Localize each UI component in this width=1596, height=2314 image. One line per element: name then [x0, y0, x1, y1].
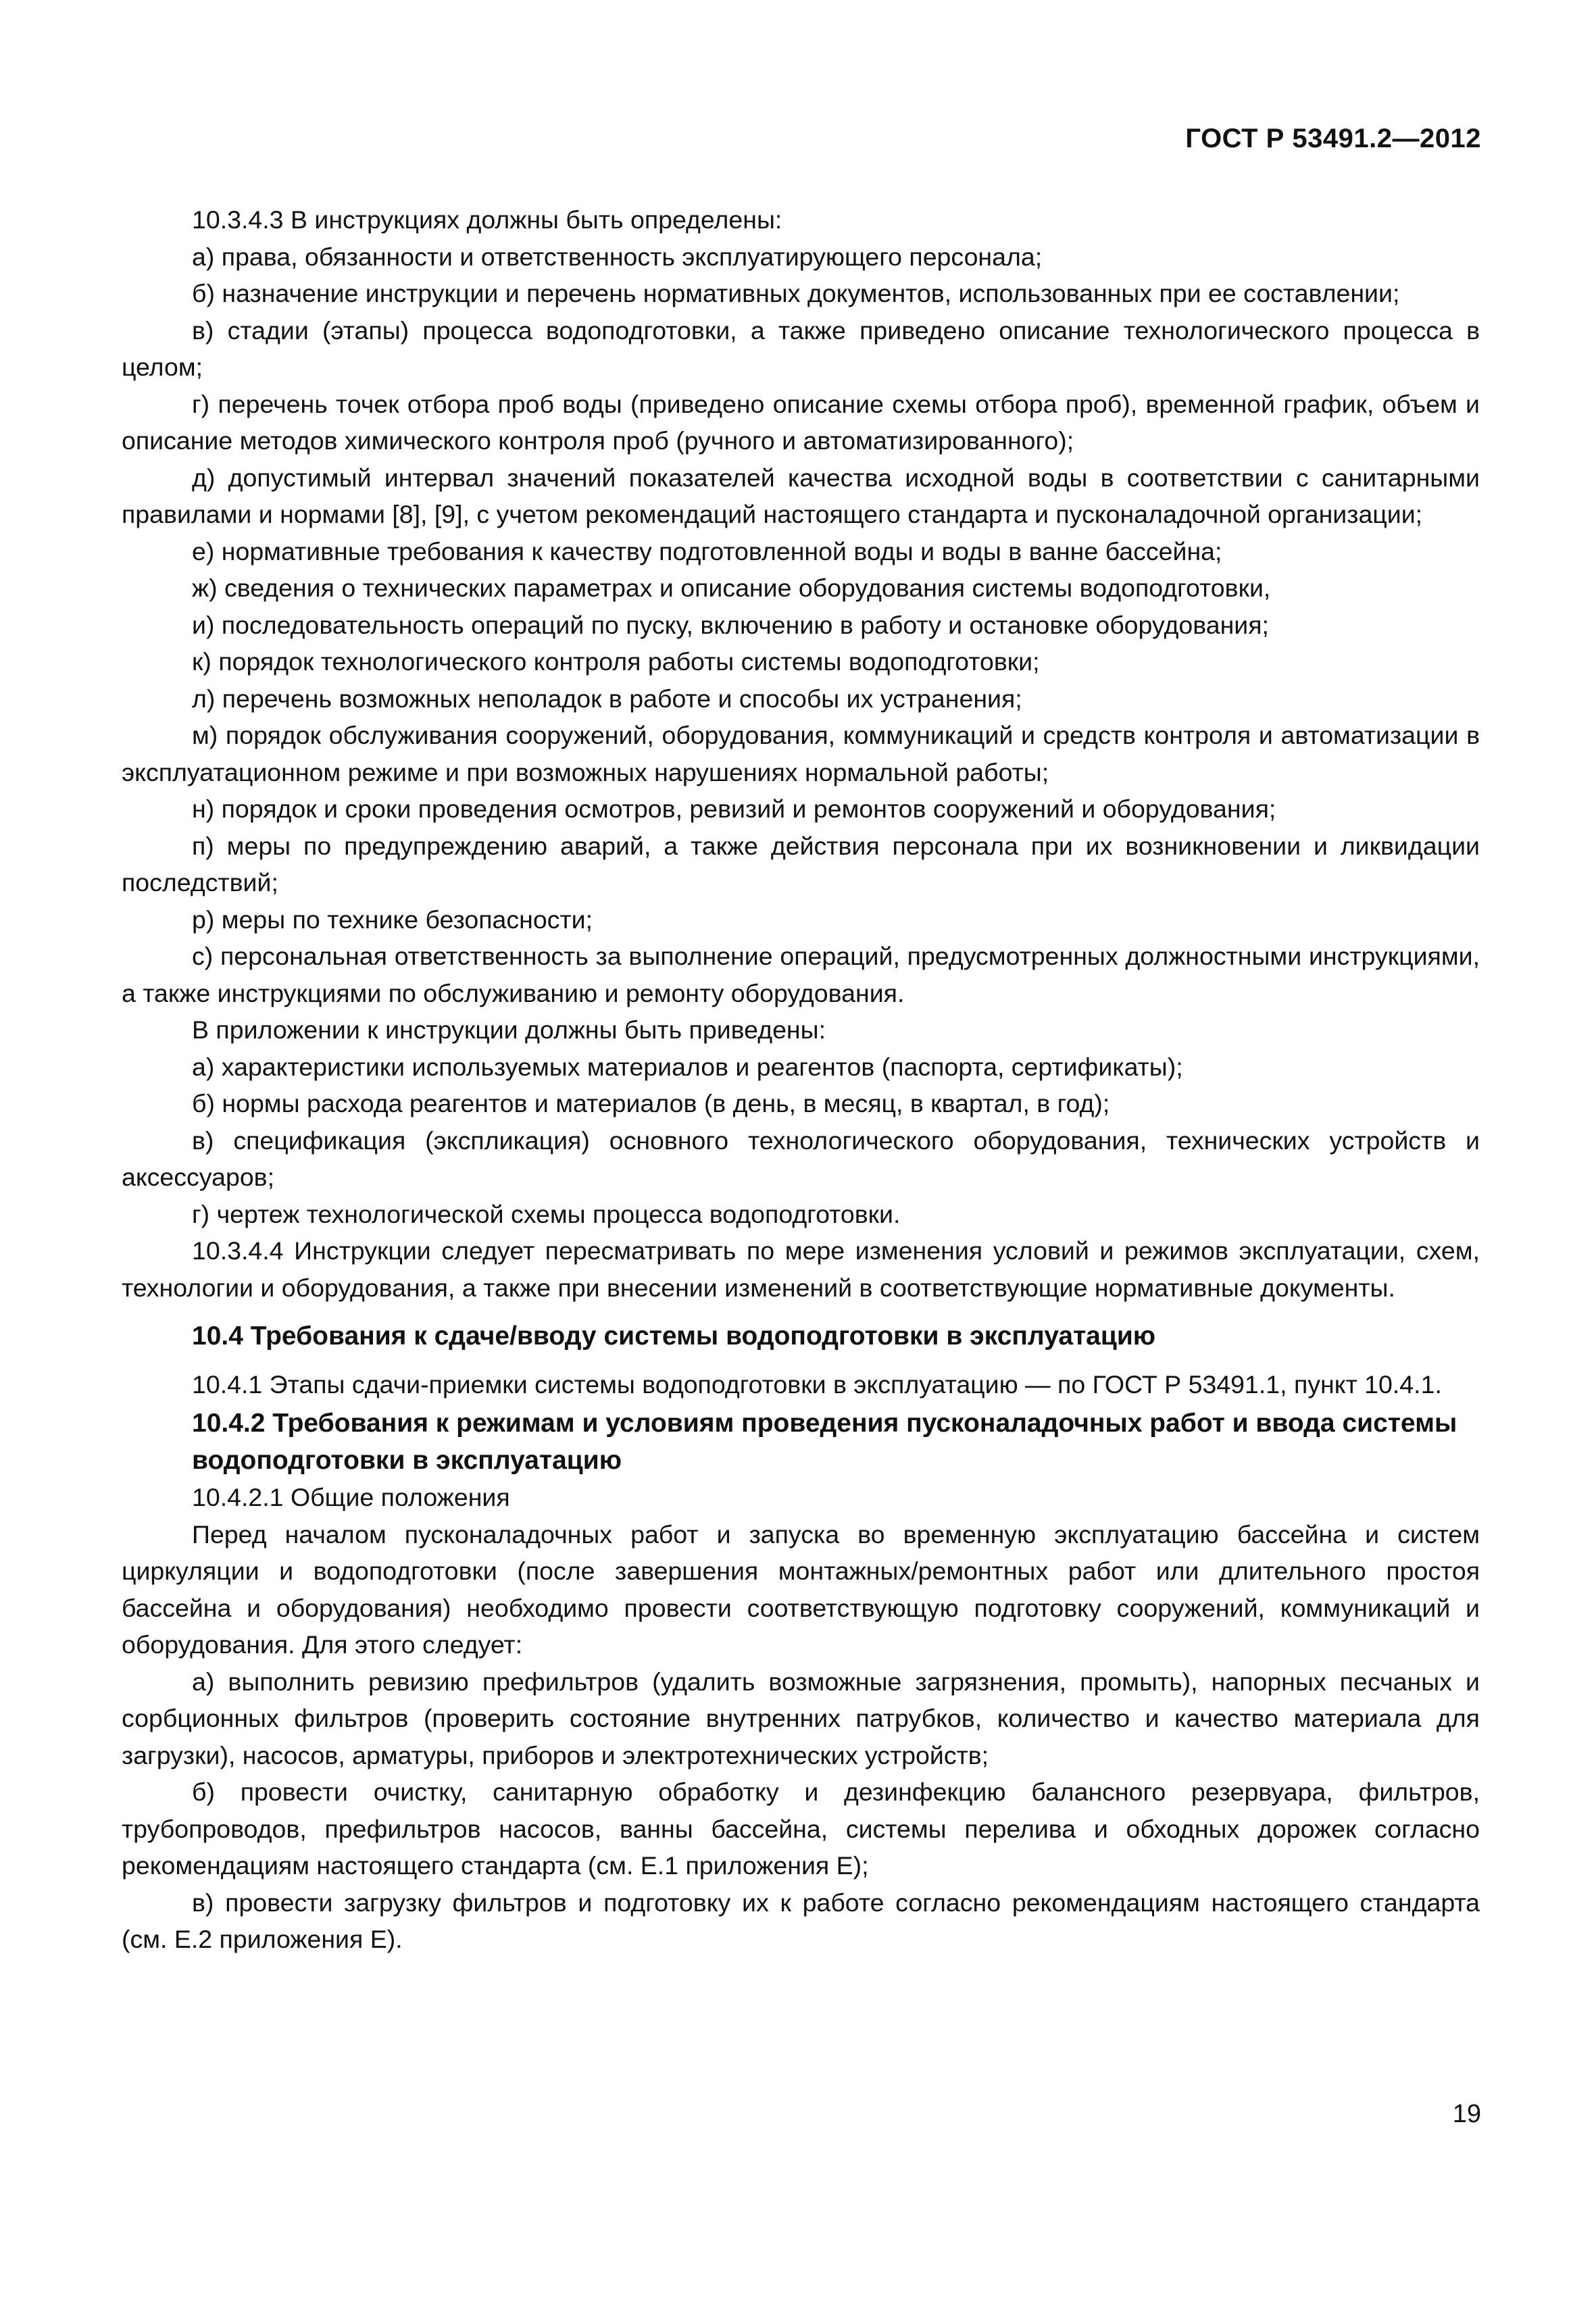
appendix-intro: В приложении к инструкции должны быть приведены: [192, 1015, 826, 1044]
list-item: б) провести очистку, санитарную обработку и дезинфекцию балансного резервуара, фильтров, трубопроводов, префильтров насосов, ванны бассейна, системы перелива и обходных дорожек согласно рекомендациям настоящего стандарта (см. Е.1 приложения Е); [122, 1778, 1480, 1880]
clause-10-3-4-4: 10.3.4.4 Инструкции следует пересматривать по мере изменения условий и режимов эксплуатации, схем, технологии и оборудования, а также при внесении изменений в соответствующие нормативные документы. [122, 1236, 1480, 1302]
list-item: в) спецификация (экспликация) основного технологического оборудования, технических устройств и аксессуаров; [122, 1126, 1480, 1191]
section-heading-10-4-2: 10.4.2 Требования к режимам и условиям проведения пусконаладочных работ и ввода системы водоподготовки в эксплуатацию [192, 1409, 1457, 1475]
document-header-id: ГОСТ Р 53491.2—2012 [1185, 124, 1481, 153]
list-item: в) провести загрузку фильтров и подготовку их к работе согласно рекомендациям настоящего стандарта (см. Е.2 приложения Е). [122, 1888, 1480, 1953]
list-item: п) меры по предупреждению аварий, а также действия персонала при их возникновении и ликвидации последствий; [122, 831, 1480, 897]
list-item: б) назначение инструкции и перечень нормативных документов, использованных при ее составлении; [192, 279, 1400, 307]
list-item: ж) сведения о технических параметрах и описание оборудования системы водоподготовки, [192, 574, 1271, 602]
list-item: г) чертеж технологической схемы процесса водоподготовки. [192, 1199, 901, 1228]
list-item: н) порядок и сроки проведения осмотров, ревизий и ремонтов сооружений и оборудования; [192, 795, 1276, 823]
clause-10-3-4-3: 10.3.4.3 В инструкциях должны быть определены: [192, 205, 782, 234]
list-item: л) перечень возможных неполадок в работе и способы их устранения; [192, 684, 1022, 713]
list-item: в) стадии (этапы) процесса водоподготовки, а также приведено описание технологического процесса в целом; [122, 316, 1480, 381]
clause-10-4-2-1-title: 10.4.2.1 Общие положения [192, 1483, 510, 1511]
list-item: а) права, обязанности и ответственность эксплуатирующего персонала; [192, 242, 1043, 271]
list-item: с) персональная ответственность за выполнение операций, предусмотренных должностными инструкциями, а также инструкциями по обслуживанию и ремонту оборудования. [122, 942, 1480, 1007]
list-item: а) характеристики используемых материалов и реагентов (паспорта, сертификаты); [192, 1052, 1183, 1081]
list-item: м) порядок обслуживания сооружений, оборудования, коммуникаций и средств контроля и автоматизации в эксплуатационном режиме и при возможных нарушениях нормальной работы; [122, 721, 1480, 786]
clause-10-4-1: 10.4.1 Этапы сдачи-приемки системы водоподготовки в эксплуатацию — по ГОСТ Р 53491.1, пункт 10.4.1. [192, 1369, 1442, 1399]
list-item: д) допустимый интервал значений показателей качества исходной воды в соответствии с санитарными правилами и нормами [8], [9], с учетом рекомендаций настоящего стандарта и пусконаладочной организации; [122, 463, 1480, 528]
list-item: и) последовательность операций по пуску, включению в работу и остановке оборудования; [192, 610, 1269, 639]
list-item: а) выполнить ревизию префильтров (удалить возможные загрязнения, промыть), напорных песчаных и сорбционных фильтров (проверить состояние внутренних патрубков, количество и качество материала для загрузки), насосов, арматуры, приборов и электротехнических устройств; [122, 1667, 1480, 1769]
section-heading-10-4: 10.4 Требования к сдаче/вводу системы водоподготовки в эксплуатацию [192, 1322, 1156, 1351]
list-item: к) порядок технологического контроля работы системы водоподготовки; [192, 647, 1040, 676]
list-item: г) перечень точек отбора проб воды (приведено описание схемы отбора проб), временной график, объем и описание методов химического контроля проб (ручного и автоматизированного); [122, 389, 1480, 455]
page-number: 19 [1452, 2100, 1481, 2128]
paragraph: Перед началом пусконаладочных работ и запуска во временную эксплуатацию бассейна и систем циркуляции и водоподготовки (после завершения монтажных/ремонтных работ или длительного простоя бассейна и оборудования) необходимо провести соответствующую подготовку сооружений, коммуникаций и оборудования. Для этого следует: [122, 1519, 1480, 1659]
list-item: е) нормативные требования к качеству подготовленной воды и воды в ванне бассейна; [192, 536, 1222, 565]
document-body [122, 201, 1480, 1958]
list-item: р) меры по технике безопасности; [192, 905, 593, 934]
list-item: б) нормы расхода реагентов и материалов (в день, в месяц, в квартал, в год); [192, 1089, 1110, 1117]
